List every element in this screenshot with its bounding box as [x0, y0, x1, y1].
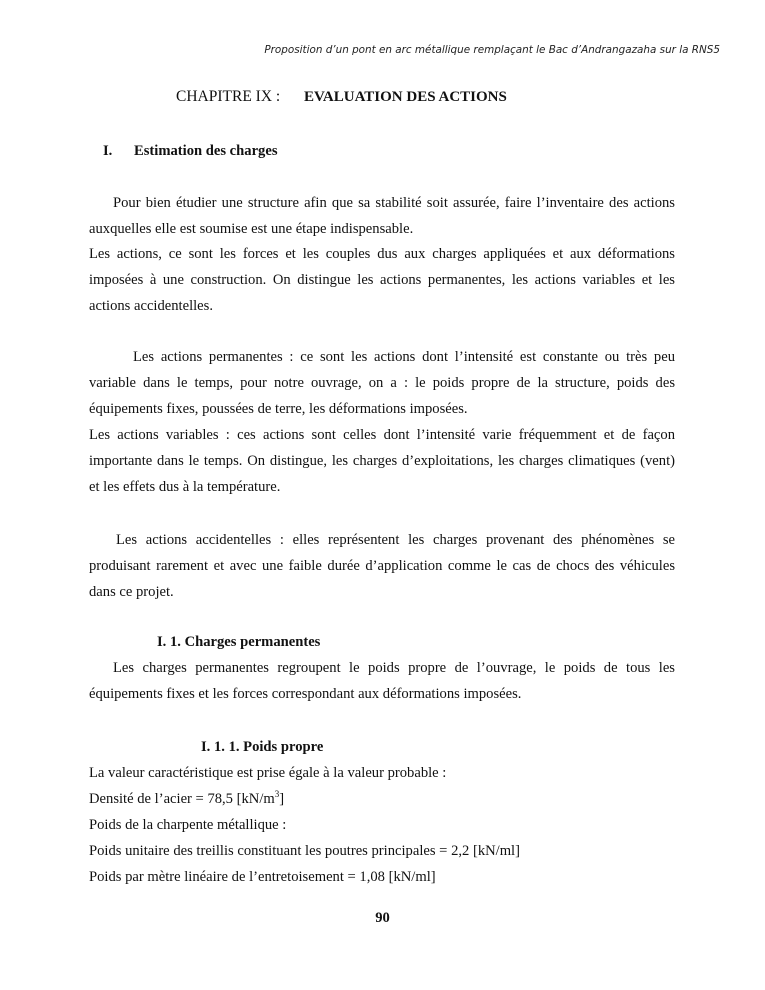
paragraph-intro: Pour bien étudier une structure afin que sa stabilité soit assurée, faire l’inventaire des actions auxquelles elle est soumise est une étape indispensable. — [89, 195, 675, 237]
line-densite — [89, 786, 675, 812]
paragraph-permanent-actions: Les actions permanentes : ce sont les actions dont l’intensité est constante ou très peu variable dans le temps, pour notre ouvrage, on a : le poids propre de la structure, poids des équipements fixes, poussées de terre, les déformations imposées. — [89, 349, 675, 417]
paragraph-variable-actions: Les actions variables : ces actions sont celles dont l’intensité varie fréquemment et de façon importante dans le temps. On distingue, les charges d’exploitations, les charges climatiques (vent) et les effets dus à la température. — [89, 427, 675, 495]
section-title: Estimation des charges — [134, 143, 278, 159]
subsubsection-title: I. 1. 1. Poids propre — [201, 739, 324, 755]
exponent: 3 — [274, 789, 280, 800]
subsection-text: Les charges permanentes regroupent le poids propre de l’ouvrage, le poids de tous les équipements fixes et les forces correspondant aux déformations imposées. — [89, 660, 675, 702]
chapter-label: CHAPITRE IX : — [176, 88, 281, 105]
line-entretoisement: Poids par mètre linéaire de l’entretoisement = 1,08 [kN/ml] — [89, 869, 436, 885]
poids-propre-lines — [89, 760, 675, 890]
line-valeur: La valeur caractéristique est prise égale à la valeur probable : — [89, 765, 447, 781]
line-treillis: Poids unitaire des treillis constituant les poutres principales = 2,2 [kN/ml] — [89, 843, 520, 859]
paragraph-accidental-actions: Les actions accidentelles : elles représentent les charges provenant des phénomènes se produisant rarement et avec une faible durée d’application comme le cas de chocs des véhicules dans ce projet. — [89, 532, 675, 600]
bracket: ] — [279, 791, 285, 807]
paragraph-actions-definition: Les actions, ce sont les forces et les couples dus aux charges appliquées et aux déformations imposées à une construction. On distingue les actions permanentes, les actions variables et les actions accidentelles. — [89, 246, 675, 314]
line-charpente: Poids de la charpente métallique : — [89, 817, 287, 833]
chapter-title: EVALUATION DES ACTIONS — [304, 89, 507, 105]
subsection-title: I. 1. Charges permanentes — [157, 634, 321, 650]
running-header: Proposition d’un pont en arc métallique remplaçant le Bac d’Andrangazaha sur la RNS5 — [264, 44, 720, 56]
page-number: 90 — [375, 910, 390, 926]
section-number: I. — [103, 143, 113, 159]
densite-text: Densité de l’acier = 78,5 [kN/m — [89, 791, 275, 807]
